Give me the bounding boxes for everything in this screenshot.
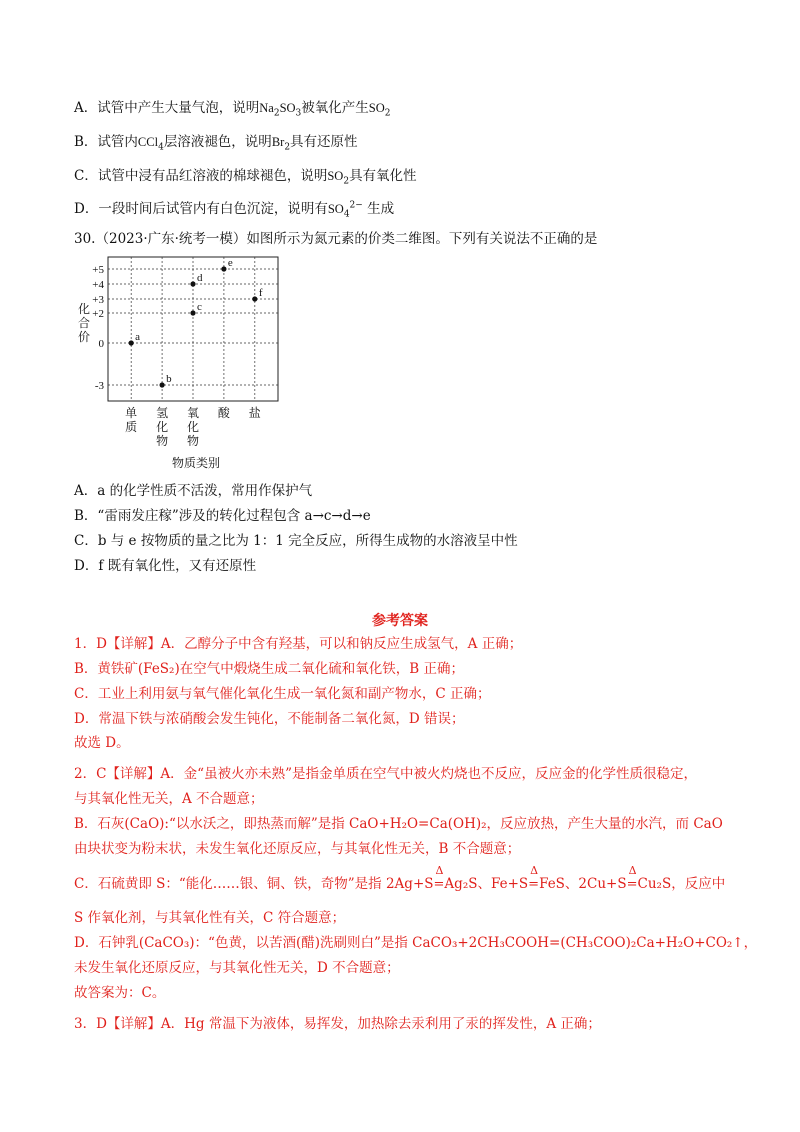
x-category-label: 氧 bbox=[186, 406, 200, 420]
answer-line: 与其氧化性无关，A 不合题意； bbox=[74, 791, 264, 807]
y-tick-label: +3 bbox=[92, 294, 104, 306]
y-tick-label: 0 bbox=[98, 338, 104, 350]
data-point-f bbox=[252, 296, 257, 301]
answer-line: 1．D【详解】A．乙醇分子中含有羟基，可以和钠反应生成氢气，A 正确； bbox=[74, 636, 523, 652]
point-label-f: f bbox=[258, 287, 263, 299]
delta-equals-sign: Δ = bbox=[433, 864, 445, 892]
q30-option-c: C．b 与 e 按物质的量之比为 1：1 完全反应，所得生成物的水溶液呈中性 bbox=[74, 533, 518, 549]
answer-line: D．石钟乳(CaCO₃)：“色黄，以苦酒(醋)洗刷则白”是指 CaCO₃+2CH₃COOH=(CH₃COO)₂Ca+H₂O+CO₂↑， bbox=[74, 935, 758, 951]
x-category-label: 单 bbox=[125, 406, 138, 420]
x-category-label: 物 bbox=[156, 434, 169, 448]
answer-line: 故选 D。 bbox=[74, 735, 130, 751]
data-point-a bbox=[129, 340, 134, 345]
q29-option-c: C．试管中浸有品红溶液的棉球褪色，说明$SO_2$具有氧化性 bbox=[74, 168, 417, 187]
point-label-c: c bbox=[197, 301, 202, 313]
q30-stem: 30.（2023·广东·统考一模）如图所示为氮元素的价类二维图。下列有关说法不正确的是 bbox=[74, 231, 598, 247]
answer-line: 由块状变为粉末状，未发生氧化还原反应，与其氧化性无关，B 不合题意； bbox=[74, 841, 521, 857]
y-tick-label: +2 bbox=[92, 308, 104, 320]
q29-option-b: B．试管内CCl$_4$层溶液褪色，说明$Br_2$具有还原性 bbox=[74, 134, 358, 153]
q29-option-a: A．试管中产生大量气泡，说明$Na_2SO_3$被氧化产生$SO_2$ bbox=[74, 100, 391, 119]
answer-line: 2．C【详解】A．金“虽被火亦未熟”是指金单质在空气中被火灼烧也不反应，反应金的化学性质很稳定， bbox=[74, 766, 697, 782]
answer-line: S 作氧化剂，与其氧化性有关，C 符合题意； bbox=[74, 910, 346, 926]
q30-option-d: D．f 既有氧化性，又有还原性 bbox=[74, 558, 257, 574]
point-label-a: a bbox=[135, 331, 141, 343]
q30-option-b: B．“雷雨发庄稼”涉及的转化过程包含 a→c→d→e bbox=[74, 508, 371, 524]
answers-title: 参考答案 bbox=[372, 613, 428, 629]
answer-line: B．黄铁矿(FeS₂)在空气中煅烧生成二氧化硫和氧化铁，B 正确； bbox=[74, 661, 464, 677]
y-axis-label: 价 bbox=[78, 330, 91, 344]
q29-option-d: D．一段时间后试管内有白色沉淀，说明有$SO_4^{2-}$ 生成 bbox=[74, 200, 395, 220]
data-point-c bbox=[190, 310, 195, 315]
answer-line: 未发生氧化还原反应，与其氧化性无关，D 不合题意； bbox=[74, 960, 400, 976]
x-category-label: 氢 bbox=[156, 406, 169, 420]
x-category-label: 化 bbox=[156, 420, 169, 434]
data-point-b bbox=[159, 382, 164, 387]
point-label-d: d bbox=[197, 272, 203, 284]
delta-equals-sign: Δ = bbox=[528, 864, 540, 892]
x-axis-label: 物质类别 bbox=[171, 456, 221, 470]
point-label-e: e bbox=[227, 257, 233, 269]
y-axis-label: 化 bbox=[78, 302, 91, 316]
x-category-label: 质 bbox=[125, 420, 138, 434]
x-category-label: 物 bbox=[186, 434, 200, 448]
data-point-e bbox=[221, 266, 226, 271]
delta-equals-sign: Δ = bbox=[626, 864, 638, 892]
x-category-label: 化 bbox=[186, 420, 200, 434]
y-tick-label: +4 bbox=[92, 279, 104, 291]
x-category-label: 酸 bbox=[217, 406, 230, 420]
data-point-d bbox=[190, 281, 195, 286]
y-axis-label: 合 bbox=[78, 316, 91, 330]
answer-line-equations: C．石硫黄即 S：“能化……银、铜、铁，奇物”是指 2Ag+S Δ =Ag₂S、Fe+S Δ =FeS、2Cu+S Δ =Cu₂S，反应中 bbox=[74, 874, 725, 895]
answer-line: 故答案为：C。 bbox=[74, 985, 166, 1001]
answer-line: 3．D【详解】A．Hg 常温下为液体，易挥发，加热除去汞利用了汞的挥发性，A 正确； bbox=[74, 1016, 601, 1032]
nitrogen-valence-chart bbox=[78, 255, 288, 473]
q30-option-a: A．a 的化学性质不活泼，常用作保护气 bbox=[74, 483, 313, 499]
y-tick-label: -3 bbox=[94, 380, 104, 392]
x-category-label: 盐 bbox=[248, 406, 261, 420]
chart-svg bbox=[78, 255, 288, 473]
point-label-b: b bbox=[166, 373, 172, 385]
answer-line: D．常温下铁与浓硝酸会发生钝化，不能制备二氧化氮，D 错误； bbox=[74, 711, 465, 727]
answer-line: C．工业上利用氨与氧气催化氧化生成一氧化氮和副产物水，C 正确； bbox=[74, 686, 491, 702]
y-tick-label: +5 bbox=[92, 264, 104, 276]
answer-line: B．石灰(CaO):“以水沃之，即热蒸而解”是指 CaO+H₂O=Ca(OH)₂，反应放热，产生大量的水汽，而 CaO bbox=[74, 816, 723, 832]
